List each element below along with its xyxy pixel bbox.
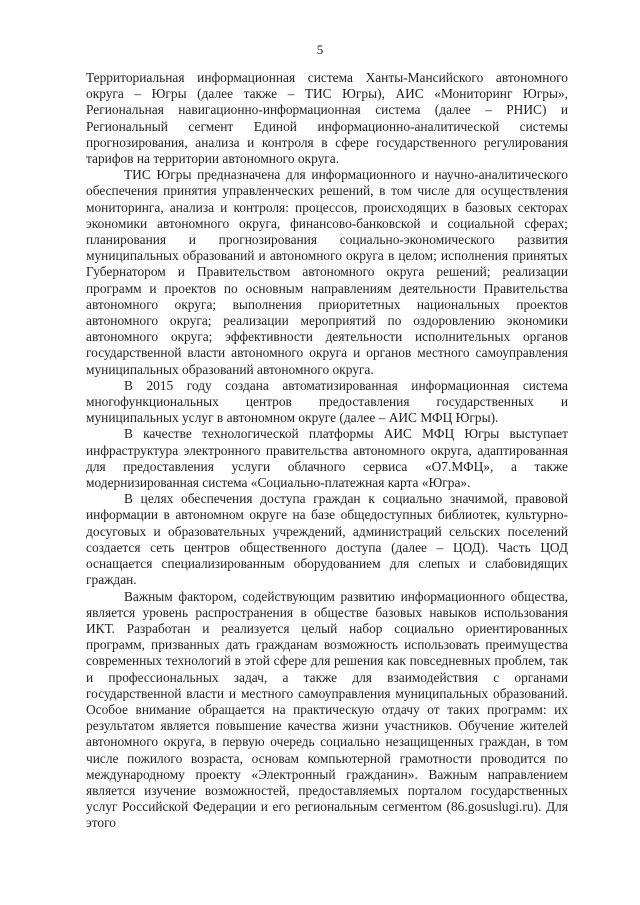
paragraph-ais-mfc: В 2015 году создана автоматизированная информационная система многофункциональных центров предоставления государственных и муниципальных услуг в автономном округе (далее – АИС МФЦ Югры).	[86, 377, 568, 426]
paragraph-continuation: Территориальная информационная система Ханты-Мансийского автономного округа – Югры (далее также – ТИС Югры), АИС «Мониторинг Югры», Региональная навигационно-информационная система (далее – РНИС) и Региональный сегмент Единой информационно-аналитической системы прогнозирования, анализа и контроля в сфере государственного регулирования тарифов на территории автономного округа.	[86, 70, 568, 167]
paragraph-cod: В целях обеспечения доступа граждан к социально значимой, правовой информации в автономном округе на базе общедоступных библиотек, культурно-досуговых и образовательных учреждений, администраций сельских поселений создается сеть центров общественного доступа (далее – ЦОД). Часть ЦОД оснащается специализированным оборудованием для слепых и слабовидящих граждан.	[86, 491, 568, 588]
paragraph-ict-skills: Важным фактором, содействующим развитию информационного общества, является уровень распространения в обществе базовых навыков использования ИКТ. Разработан и реализуется целый набор социально ориентированных программ, призванных дать гражданам возможность использовать преимущества современных технологий в этой сфере для решения как повседневных проблем, так и профессиональных задач, а также для взаимодействия с органами государственной власти и местного самоуправления муниципальных образований. Особое внимание обращается на практическую отдачу от таких программ: их результатом является повышение качества жизни участников. Обучение жителей автономного округа, в первую очередь социально незащищенных граждан, в том числе пожилого возраста, основам компьютерной грамотности проводится по международному проекту «Электронный гражданин». Важным направлением является изучение возможностей, предоставляемых порталом государственных услуг Российской Федерации и его региональным сегментом (86.gosuslugi.ru). Для этого	[86, 588, 568, 831]
paragraph-platform: В качестве технологической платформы АИС МФЦ Югры выступает инфраструктура электронного правительства автономного округа, адаптированная для предоставления услуги облачного сервиса «О7.МФЦ», а также модернизированная система «Социально-платежная карта «Югра».	[86, 426, 568, 491]
paragraph-tis-yugry: ТИС Югры предназначена для информационного и научно-аналитического обеспечения принятия управленческих решений, в том числе для осуществления мониторинга, анализа и контроля: процессов, происходящих в базовых секторах экономики автономного округа, финансово-банковской и социальной сферах; планирования и прогнозирования социально-экономического развития муниципальных образований и автономного округа в целом; исполнения принятых Губернатором и Правительством автономного округа решений; реализации программ и проектов по основным направлениям деятельности Правительства автономного округа; выполнения приоритетных национальных проектов автономного округа; реализации мероприятий по оздоровлению экономики автономного округа; эффективности деятельности исполнительных органов государственной власти автономного округа и органов местного самоуправления муниципальных образований автономного округа.	[86, 167, 568, 377]
page-number: 5	[316, 42, 324, 57]
document-body	[86, 70, 568, 832]
